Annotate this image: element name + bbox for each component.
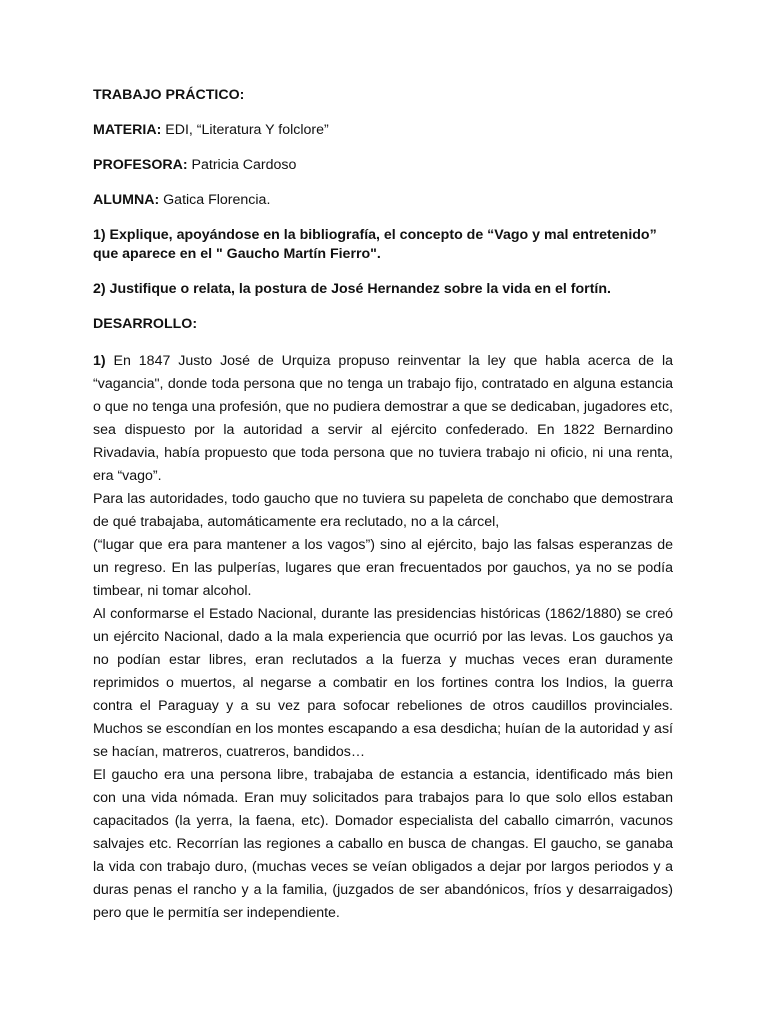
question-2: 2) Justifique o relata, la postura de José Hernandez sobre la vida en el fortín.: [93, 281, 611, 297]
paragraph-4: Al conformarse el Estado Nacional, durante las presidencias históricas (1862/1880) se creó un ejército Nacional, dado a la mala experiencia que ocurrió por las levas. Los gauchos ya no podían estar libres, eran reclutados a la fuerza y muchas veces eran duramente reprimidos o muertos, al negarse a combatir en los fortines contra los Indios, la guerra contra el Paraguay y a su vez para sofocar rebeliones de otros caudillos provinciales. Muchos se escondían en los montes escapando a esa desdicha; huían de la autoridad y así se hacían, matreros, cuatreros, bandidos…: [93, 606, 673, 760]
desarrollo-body: [93, 350, 673, 925]
paragraph-5: El gaucho era una persona libre, trabajaba de estancia a estancia, identificado más bien con una vida nómada. Eran muy solicitados para trabajos para lo que solo ellos estaban capacitados (la yerra, la faena, etc). Domador especialista del caballo cimarrón, vacunos salvajes etc. Recorrían las regiones a caballo en busca de changas. El gaucho, se ganaba la vida con trabajo duro, (muchas veces se veían obligados a dejar por largos periodos y a duras penas el rancho y a la familia, (juzgados de ser abandónicos, fríos y desarraigados) pero que le permitía ser independiente.: [93, 767, 673, 921]
question-1: [93, 226, 673, 264]
alumna-line: [93, 191, 673, 210]
paragraph-1-text: En 1847 Justo José de Urquiza propuso reinventar la ley que habla acerca de la “vagancia", donde toda persona que no tenga un trabajo fijo, contratado en alguna estancia o que no tenga una profesión, que no pudiera demostrar a que se dedicaban, jugadores etc, sea dispuesto por la autoridad a servir al ejército confederado. En 1822 Bernardino Rivadavia, había propuesto que toda persona que no tuviera trabajo ni oficio, ni una renta, era “vago”.: [93, 353, 673, 484]
materia-value: EDI, “Literatura Y folclore”: [161, 122, 329, 138]
document-page: [93, 86, 673, 925]
document-title: TRABAJO PRÁCTICO:: [93, 87, 245, 103]
paragraph-3: (“lugar que era para mantener a los vagos”) sino al ejército, bajo las falsas esperanzas de un regreso. En las pulperías, lugares que eran frecuentados por gauchos, ya no se podía timbear, ni tomar alcohol.: [93, 537, 673, 599]
profesora-value: Patricia Cardoso: [187, 157, 297, 173]
paragraph-2: Para las autoridades, todo gaucho que no tuviera su papeleta de conchabo que demostrara de qué trabajaba, automáticamente era reclutado, no a la cárcel,: [93, 491, 673, 530]
profesora-line: [93, 156, 673, 175]
desarrollo-heading: DESARROLLO:: [93, 316, 198, 332]
alumna-label: ALUMNA:: [93, 192, 160, 208]
materia-line: [93, 121, 673, 140]
question-1-line-2: que aparece en el " Gaucho Martín Fierro".: [93, 246, 381, 262]
profesora-label: PROFESORA:: [93, 157, 188, 173]
alumna-value: Gatica Florencia.: [159, 192, 271, 208]
paragraph-1: [93, 350, 673, 488]
paragraph-1-number: 1): [93, 353, 106, 369]
materia-label: MATERIA:: [93, 122, 162, 138]
question-1-line-1: 1) Explique, apoyándose en la bibliografía, el concepto de “Vago y mal entretenido”: [93, 227, 657, 243]
